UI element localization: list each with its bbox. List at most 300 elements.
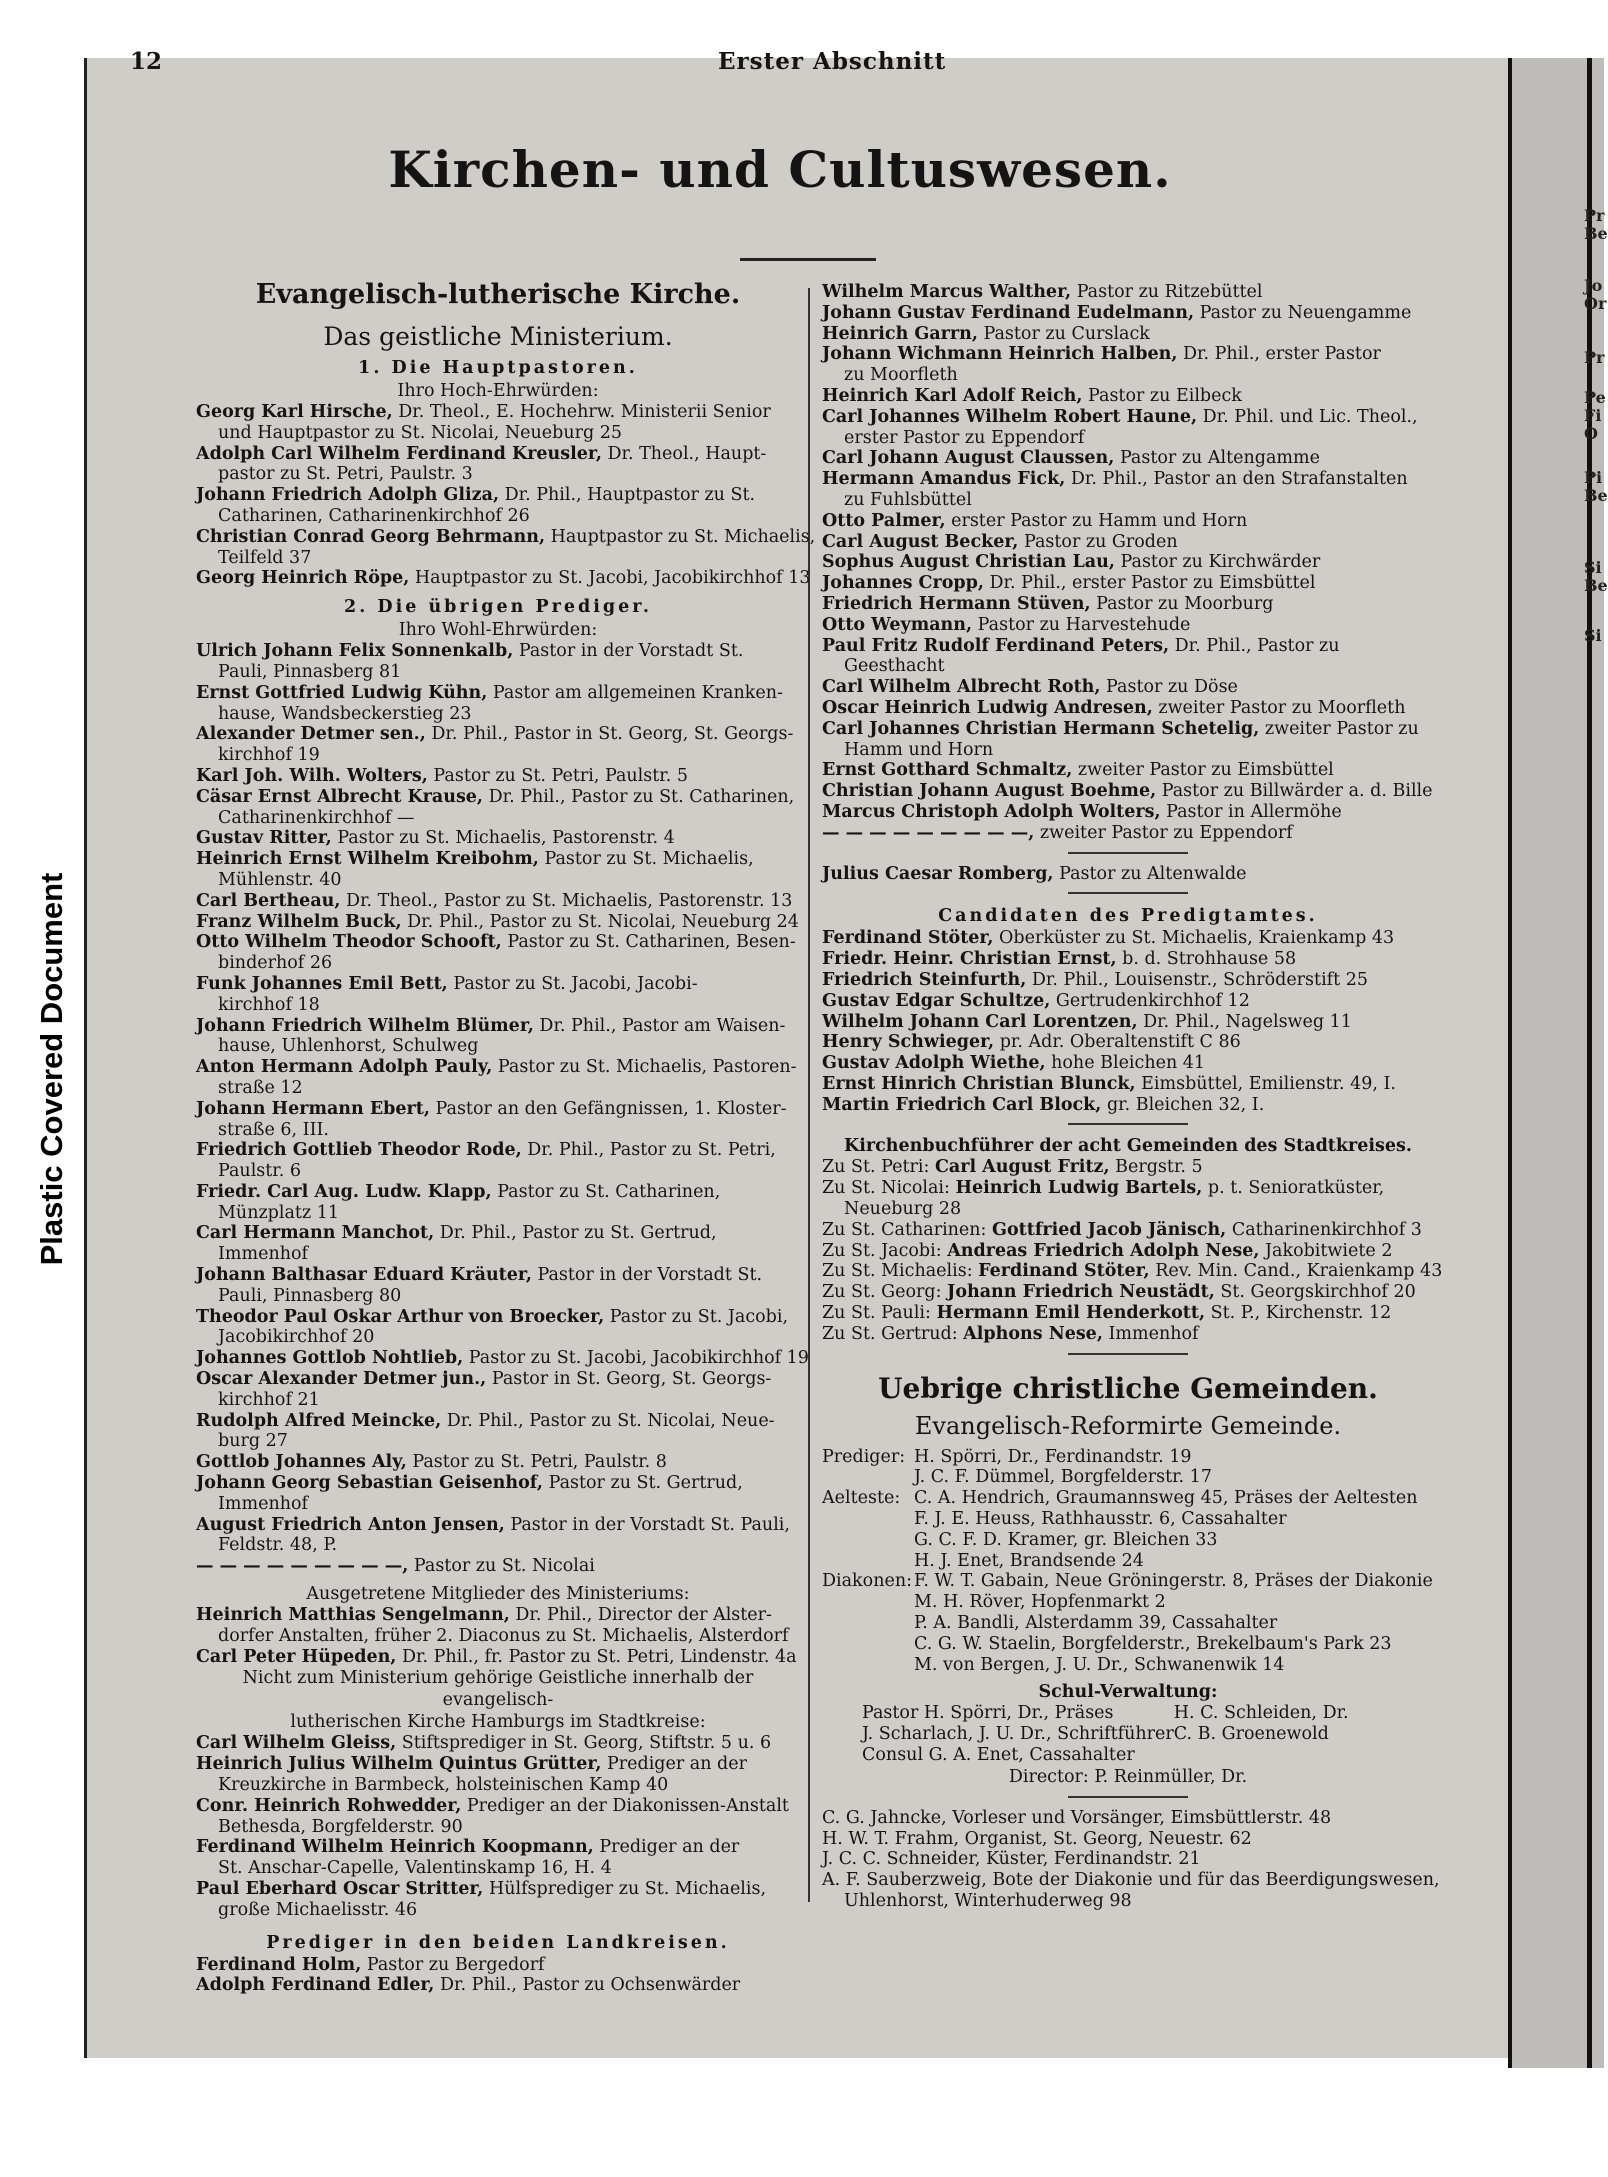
page-fragment-text: Or bbox=[1584, 294, 1607, 313]
list-item bbox=[196, 766, 800, 787]
entry-detail: Jakobitwiete 2 bbox=[1259, 1240, 1393, 1261]
row-text: M. von Bergen, J. U. Dr., Schwanenwik 14 bbox=[914, 1654, 1285, 1675]
list-item: C. G. Jahncke, Vorleser und Vorsänger, Eimsbüttlerstr. 48 bbox=[822, 1807, 1332, 1828]
section-rule bbox=[1068, 892, 1188, 894]
entry-detail: Pastor zu Harvestehude bbox=[972, 614, 1191, 635]
entry-name: Funk Johannes Emil Bett, bbox=[196, 973, 448, 994]
list-item bbox=[822, 1032, 1434, 1053]
row-label bbox=[822, 1509, 914, 1530]
list-item bbox=[196, 1452, 800, 1473]
ministerium-heading: Das geistliche Ministerium. bbox=[323, 322, 673, 351]
entry-detail: Pastor am allgemeinen Kranken- bbox=[487, 682, 783, 703]
landkreis-list bbox=[196, 1955, 800, 1997]
entry-name: Johann Friedrich Wilhelm Blümer, bbox=[196, 1015, 534, 1036]
row-text: J. C. F. Dümmel, Borgfelderstr. 17 bbox=[914, 1467, 1212, 1488]
list-item bbox=[196, 1796, 800, 1817]
list-item: H. W. T. Frahm, Organist, St. Georg, Neuestr. 62 bbox=[822, 1828, 1252, 1849]
list-item bbox=[822, 1324, 1434, 1345]
school-director: Director: P. Reinmüller, Dr. bbox=[1008, 1766, 1248, 1787]
other-churches-heading: Uebrige christliche Gemeinden. bbox=[878, 1371, 1378, 1405]
list-item bbox=[196, 1016, 800, 1037]
entry-detail: Dr. Phil., fr. Pastor zu St. Petri, Lindenstr. 4a bbox=[396, 1646, 797, 1667]
entry-detail: Pastor zu St. Jacobi, Jacobi- bbox=[447, 973, 698, 994]
nonmember-heading-2: lutherischen Kirche Hamburgs im Stadtkreise: bbox=[290, 1712, 706, 1733]
plastic-covered-label: Plastic Covered Document bbox=[34, 872, 69, 1266]
row-label: Diakonen: bbox=[822, 1571, 912, 1592]
entry-continuation: Münzplatz 11 bbox=[218, 1202, 339, 1223]
row-text: P. A. Bandli, Alsterdamm 39, Cassahalter bbox=[914, 1613, 1278, 1634]
entry-name: Carl Hermann Manchot, bbox=[196, 1223, 435, 1244]
hauptpastoren-list bbox=[196, 402, 816, 589]
list-item bbox=[196, 724, 800, 745]
list-item bbox=[196, 1473, 800, 1494]
entry-detail: Pastor zu Altengamme bbox=[1114, 448, 1320, 469]
entry-continuation: Hamm und Horn bbox=[844, 739, 994, 760]
list-item bbox=[822, 1282, 1434, 1303]
entry-name: Johannes Gottlob Nohtlieb, bbox=[196, 1348, 464, 1369]
list-item bbox=[822, 991, 1434, 1012]
entry-detail: Pastor zu Bergedorf bbox=[361, 1954, 545, 1975]
entry-continuation: dorfer Anstalten, früher 2. Diaconus zu St. Michaelis, Alsterdorf bbox=[218, 1625, 789, 1646]
row-label bbox=[822, 1634, 914, 1655]
row-text: G. C. F. D. Kramer, gr. Bleichen 33 bbox=[914, 1529, 1218, 1550]
entry-detail: Dr. Phil., Director der Alster- bbox=[509, 1605, 772, 1626]
entry-detail: zweiter Pastor zu Eppendorf bbox=[1034, 822, 1293, 843]
entry-detail: Dr. Phil., Hauptpastor zu St. bbox=[499, 485, 756, 506]
entry-detail: Dr. Phil., erster Pastor bbox=[1177, 344, 1381, 365]
list-item bbox=[822, 511, 1434, 532]
entry-continuation: Catharinen, Catharinenkirchhof 26 bbox=[218, 505, 530, 526]
list-item bbox=[196, 1837, 800, 1858]
entry-name: Henry Schwieger, bbox=[822, 1032, 995, 1053]
entry-name: Martin Friedrich Carl Block, bbox=[822, 1094, 1102, 1115]
entry-name: Friedr. Heinr. Christian Ernst, bbox=[822, 949, 1117, 970]
entry-name: Johann Wichmann Heinrich Halben, bbox=[822, 344, 1178, 365]
entry-name: Hermann Emil Henderkott, bbox=[936, 1303, 1206, 1324]
page-fragment-text: Pr bbox=[1584, 348, 1605, 367]
entry-continuation: straße 6, III. bbox=[218, 1119, 329, 1140]
row-text: C. G. W. Staelin, Borgfelderstr., Brekelbaum's Park 23 bbox=[914, 1633, 1392, 1654]
entry-detail: Dr. Phil., Pastor zu St. Gertrud, bbox=[434, 1223, 717, 1244]
entry-name: Adolph Carl Wilhelm Ferdinand Kreusler, bbox=[196, 443, 602, 464]
entry-name: Heinrich Garrn, bbox=[822, 323, 978, 344]
entry-detail: Pastor zu Ritzebüttel bbox=[1071, 282, 1263, 302]
entry-name: Heinrich Ludwig Bartels, bbox=[955, 1178, 1203, 1199]
entry-detail: Pastor zu Kirchwärder bbox=[1114, 552, 1321, 573]
entry-detail: Oberküster zu St. Michaelis, Kraienkamp 43 bbox=[993, 928, 1395, 949]
list-item bbox=[196, 787, 800, 808]
list-item bbox=[822, 1655, 1434, 1676]
list-item bbox=[196, 485, 800, 506]
list-item bbox=[196, 1369, 800, 1390]
row-label bbox=[822, 1551, 914, 1572]
entry-detail: zweiter Pastor zu Eimsbüttel bbox=[1072, 760, 1334, 781]
running-header: Erster Abschnitt bbox=[718, 48, 947, 75]
row-label: Prediger: bbox=[822, 1446, 906, 1467]
entry-continuation: burg 27 bbox=[218, 1431, 288, 1452]
entry-name: Sophus August Christian Lau, bbox=[822, 552, 1115, 573]
list-item bbox=[822, 282, 1434, 303]
list-item bbox=[196, 1411, 800, 1432]
list-item bbox=[196, 568, 811, 589]
entry-detail: St. Georgskirchhof 20 bbox=[1214, 1282, 1416, 1303]
entry-detail: Dr. Phil., Pastor zu bbox=[1169, 635, 1340, 656]
entry-detail: Dr. Phil., Pastor zu St. Nicolai, Neueburg 24 bbox=[401, 911, 799, 932]
list-item bbox=[196, 526, 816, 548]
entry-name: August Friedrich Anton Jensen, bbox=[196, 1514, 505, 1535]
list-item bbox=[196, 932, 800, 953]
entry-detail: Dr. Theol., E. Hochehrw. Ministerii Senior bbox=[392, 402, 771, 422]
entry-lead: Zu St. Catharinen: bbox=[822, 1219, 993, 1240]
entry-detail: Pastor zu St. Michaelis, bbox=[538, 849, 754, 870]
entry-name: Oscar Heinrich Ludwig Andresen, bbox=[822, 697, 1153, 718]
entry-name: Carl Johannes Wilhelm Robert Haune, bbox=[822, 406, 1198, 427]
list-item bbox=[822, 1447, 1434, 1468]
entry-name: Johann Friedrich Neustädt, bbox=[947, 1282, 1215, 1303]
school-board-left bbox=[862, 1703, 1174, 1765]
row-text: M. H. Röver, Hopfenmarkt 2 bbox=[914, 1592, 1166, 1613]
list-item bbox=[196, 1348, 809, 1369]
list-item bbox=[822, 823, 1434, 844]
section-heading-lutheran: Evangelisch-lutherische Kirche. bbox=[255, 279, 741, 310]
list-item bbox=[822, 469, 1434, 490]
entry-detail: Pastor in St. Georg, St. Georgs- bbox=[486, 1369, 772, 1390]
list-item bbox=[196, 1975, 800, 1996]
entry-name: Heinrich Ernst Wilhelm Kreibohm, bbox=[196, 849, 539, 870]
list-item bbox=[196, 1265, 800, 1286]
adjacent-page-edge bbox=[1508, 58, 1608, 2068]
entry-detail: Dr. Phil., Pastor in St. Georg, St. Georgs- bbox=[425, 724, 794, 745]
entry-name: Cäsar Ernst Albrecht Krause, bbox=[196, 786, 484, 807]
list-item bbox=[822, 573, 1434, 594]
entry-detail: Pastor an den Gefängnissen, 1. Kloster- bbox=[429, 1098, 787, 1119]
entry-detail: Bergstr. 5 bbox=[1109, 1157, 1203, 1178]
entry-name: Ferdinand Stöter, bbox=[978, 1261, 1150, 1282]
list-item bbox=[822, 1095, 1434, 1116]
entry-detail: St. P., Kirchenstr. 12 bbox=[1205, 1303, 1392, 1324]
entry-detail: Prediger an der Diakonissen-Anstalt bbox=[461, 1795, 789, 1816]
entry-lead: Zu St. Pauli: bbox=[822, 1303, 937, 1324]
entry-name: Ernst Gottfried Ludwig Kühn, bbox=[196, 682, 488, 703]
section-rule bbox=[1068, 1123, 1188, 1125]
entry-continuation: pastor zu St. Petri, Paulstr. 3 bbox=[218, 464, 473, 485]
entry-detail: Eimsbüttel, Emilienstr. 49, I. bbox=[1135, 1073, 1396, 1094]
list-item bbox=[196, 1182, 800, 1203]
entry-detail: Dr. Phil. und Lic. Theol., bbox=[1197, 406, 1418, 427]
entry-name: Johann Hermann Ebert, bbox=[196, 1098, 430, 1119]
entry-detail: Hülfsprediger zu St. Michaelis, bbox=[483, 1879, 767, 1899]
school-member: J. Scharlach, J. U. Dr., Schriftführer bbox=[862, 1724, 1174, 1745]
entry-name: Christian Conrad Georg Behrmann, bbox=[196, 526, 546, 547]
list-item bbox=[196, 1879, 800, 1900]
entry-name: Carl Wilhelm Gleiss, bbox=[196, 1733, 397, 1754]
list-item: J. C. C. Schneider, Küster, Ferdinandstr. 21 bbox=[822, 1849, 1201, 1870]
list-item bbox=[822, 552, 1434, 573]
entry-name: Heinrich Julius Wilhelm Quintus Grütter, bbox=[196, 1754, 602, 1775]
entry-detail: Dr. Phil., Pastor zu Ochsenwärder bbox=[434, 1975, 741, 1996]
entry-continuation: Bethesda, Borgfelderstr. 90 bbox=[218, 1816, 463, 1837]
list-item bbox=[822, 698, 1434, 719]
list-item bbox=[822, 677, 1434, 698]
list-item bbox=[822, 1261, 1443, 1282]
entry-continuation: Immenhof bbox=[218, 1493, 309, 1514]
entry-continuation: Paulstr. 6 bbox=[218, 1161, 302, 1182]
entry-detail: Catharinenkirchhof 3 bbox=[1226, 1219, 1422, 1240]
page-fragment-text: Jo bbox=[1584, 276, 1603, 295]
entry-detail: p. t. Senioratküster, bbox=[1202, 1178, 1385, 1199]
row-text: H. Spörri, Dr., Ferdinandstr. 19 bbox=[914, 1446, 1192, 1467]
school-member: Consul G. A. Enet, Cassahalter bbox=[862, 1745, 1135, 1766]
school-board bbox=[822, 1703, 1434, 1765]
school-board-right bbox=[1174, 1703, 1434, 1765]
entry-name: Alphons Nese, bbox=[963, 1323, 1103, 1344]
entry-continuation: St. Anschar-Capelle, Valentinskamp 16, H. 4 bbox=[218, 1858, 612, 1879]
entry-name: Oscar Alexander Detmer jun., bbox=[196, 1369, 487, 1390]
entry-continuation: hause, Uhlenhorst, Schulweg bbox=[218, 1036, 479, 1057]
retired-heading: Ausgetretene Mitglieder des Ministeriums: bbox=[306, 1584, 690, 1605]
entry-continuation: kirchhof 21 bbox=[218, 1389, 320, 1410]
list-item bbox=[196, 1955, 800, 1976]
entry-name: Conr. Heinrich Rohwedder, bbox=[196, 1795, 462, 1816]
entry-detail: Pastor zu St. Gertrud, bbox=[543, 1473, 743, 1494]
entry-detail: Stiftsprediger in St. Georg, Stiftstr. 5 u. 6 bbox=[396, 1733, 772, 1754]
entry-name: Ernst Gotthard Schmaltz, bbox=[822, 760, 1073, 781]
salutation-1: Ihro Hoch-Ehrwürden: bbox=[397, 381, 599, 401]
entry-name: Franz Wilhelm Buck, bbox=[196, 911, 402, 932]
page-fragment-text: Be bbox=[1584, 224, 1608, 243]
list-item: A. F. Sauberzweig, Bote der Diakonie und für das Beerdigungswesen, bbox=[822, 1870, 1440, 1891]
entry-name: Paul Eberhard Oscar Stritter, bbox=[196, 1879, 484, 1899]
prediger-list bbox=[196, 641, 809, 1577]
title-rule bbox=[740, 258, 876, 261]
page-fragment-text: Fi bbox=[1584, 406, 1602, 425]
entry-name: Rudolph Alfred Meincke, bbox=[196, 1410, 442, 1431]
row-text: F. J. E. Heuss, Rathhausstr. 6, Cassahalter bbox=[914, 1509, 1287, 1530]
entry-name: Otto Palmer, bbox=[822, 510, 946, 531]
entry-continuation: und Hauptpastor zu St. Nicolai, Neueburg 25 bbox=[218, 422, 622, 443]
entry-detail: Prediger an der bbox=[593, 1837, 740, 1858]
list-item bbox=[196, 912, 800, 933]
entry-name: Ulrich Johann Felix Sonnenkalb, bbox=[196, 641, 514, 662]
list-item bbox=[196, 1733, 800, 1754]
entry-detail: Pastor zu St. Jacobi, Jacobikirchhof 19 bbox=[463, 1348, 809, 1369]
entry-detail: Pastor in der Vorstadt St. Pauli, bbox=[504, 1514, 790, 1535]
entry-lead: Zu St. Gertrud: bbox=[822, 1323, 964, 1344]
entry-lead: Zu St. Jacobi: bbox=[822, 1240, 948, 1261]
entry-detail: Pastor zu St. Nicolai bbox=[408, 1556, 595, 1577]
row-label: Aelteste: bbox=[822, 1488, 901, 1509]
list-item bbox=[822, 864, 1434, 885]
entry-detail: Pastor zu St. Petri, Paulstr. 8 bbox=[406, 1452, 667, 1473]
entry-continuation: zu Moorfleth bbox=[844, 365, 958, 386]
list-item bbox=[822, 928, 1434, 949]
entry-detail: Pastor in der Vorstadt St. bbox=[513, 641, 744, 662]
entry-continuation: Immenhof bbox=[218, 1244, 309, 1265]
entry-detail: Hauptpastor zu St. Michaelis, bbox=[545, 526, 816, 547]
entry-detail: Hauptpastor zu St. Jacobi, Jacobikirchhof 13 bbox=[409, 568, 811, 589]
entry-continuation: hause, Wandsbeckerstieg 23 bbox=[218, 703, 472, 724]
list-item bbox=[822, 615, 1434, 636]
list-item bbox=[196, 683, 800, 704]
entry-name: Adolph Ferdinand Edler, bbox=[196, 1975, 435, 1996]
list-item bbox=[822, 636, 1434, 657]
entry-detail: Pastor in Allermöhe bbox=[1160, 801, 1342, 822]
list-item bbox=[822, 1074, 1434, 1095]
reformed-heading: Evangelisch-Reformirte Gemeinde. bbox=[914, 1411, 1342, 1440]
list-item bbox=[822, 1509, 1434, 1530]
entry-name: Otto Weymann, bbox=[822, 614, 973, 635]
entry-lead: Zu St. Petri: bbox=[822, 1157, 935, 1178]
list-item bbox=[822, 532, 1434, 553]
entry-name: Carl Wilhelm Albrecht Roth, bbox=[822, 677, 1101, 698]
entry-name: Paul Fritz Rudolf Ferdinand Peters, bbox=[822, 635, 1170, 656]
entry-name: Alexander Detmer sen., bbox=[196, 724, 426, 745]
list-item bbox=[822, 1551, 1434, 1572]
list-item bbox=[822, 1467, 1434, 1488]
list-item bbox=[822, 1613, 1434, 1634]
list-item bbox=[196, 1057, 800, 1078]
entry-detail: zweiter Pastor zu Moorfleth bbox=[1152, 697, 1406, 718]
row-text: F. W. T. Gabain, Neue Gröningerstr. 8, Präses der Diakonie bbox=[914, 1571, 1433, 1592]
list-item bbox=[822, 1157, 1434, 1178]
entry-name: Heinrich Karl Adolf Reich, bbox=[822, 385, 1083, 406]
list-item bbox=[822, 1530, 1434, 1551]
entry-detail: Pastor zu St. Jacobi, bbox=[604, 1306, 789, 1327]
row-text: H. J. Enet, Brandsende 24 bbox=[914, 1550, 1144, 1571]
list-item bbox=[196, 1647, 800, 1668]
landkreis-heading: Prediger in den beiden Landkreisen. bbox=[266, 1932, 730, 1953]
page-fragment-text: Si bbox=[1584, 558, 1602, 577]
list-item bbox=[196, 1140, 800, 1161]
entry-continuation: Feldstr. 48, P. bbox=[218, 1535, 338, 1556]
entry-detail: b. d. Strohhause 58 bbox=[1116, 949, 1297, 970]
entry-name: Carl Peter Hüpeden, bbox=[196, 1646, 397, 1667]
entry-continuation: binderhof 26 bbox=[218, 953, 333, 974]
entry-name: Johann Friedrich Adolph Gliza, bbox=[196, 485, 500, 506]
nonmember-list bbox=[196, 1733, 800, 1920]
staff-list bbox=[822, 1807, 1440, 1912]
entry-name: Wilhelm Johann Carl Lorentzen, bbox=[822, 1011, 1138, 1032]
entry-detail: Immenhof bbox=[1102, 1323, 1199, 1344]
list-item bbox=[822, 324, 1434, 345]
entry-detail: Dr. Phil., Pastor am Waisen- bbox=[533, 1015, 786, 1036]
list-item bbox=[196, 828, 800, 849]
entry-continuation: Catharinenkirchhof — bbox=[218, 807, 415, 828]
entry-name: Johann Georg Sebastian Geisenhof, bbox=[196, 1473, 544, 1494]
entry-name: Friedrich Gottlieb Theodor Rode, bbox=[196, 1140, 522, 1161]
entry-detail: Rev. Min. Cand., Kraienkamp 43 bbox=[1149, 1261, 1443, 1282]
entry-continuation: Uhlenhorst, Winterhuderweg 98 bbox=[844, 1891, 1132, 1911]
entry-detail: Pastor zu Neuengamme bbox=[1194, 302, 1412, 323]
entry-detail: hohe Bleichen 41 bbox=[1045, 1053, 1206, 1074]
entry-continuation: straße 12 bbox=[218, 1077, 303, 1098]
right-column bbox=[822, 282, 1443, 1912]
entry-name: — — — — — — — — —, bbox=[822, 822, 1035, 843]
entry-detail: Pastor zu Döse bbox=[1100, 677, 1238, 698]
list-item bbox=[822, 303, 1434, 324]
entry-name: Theodor Paul Oskar Arthur von Broecker, bbox=[196, 1306, 605, 1327]
entry-detail: Dr. Phil., Louisenstr., Schröderstift 25 bbox=[1026, 969, 1368, 990]
list-item bbox=[822, 1012, 1434, 1033]
page-fragment-text: Pr bbox=[1584, 206, 1605, 225]
entry-continuation: Pauli, Pinnasberg 81 bbox=[218, 661, 402, 682]
entry-name: Ferdinand Stöter, bbox=[822, 928, 994, 949]
candidates-list bbox=[822, 928, 1434, 1115]
entry-name: Ferdinand Holm, bbox=[196, 1954, 362, 1975]
entry-lead: Zu St. Michaelis: bbox=[822, 1261, 979, 1282]
page-fragment-text: Pi bbox=[1584, 468, 1603, 487]
rural-pastor-list bbox=[822, 282, 1434, 844]
entry-name: Ernst Hinrich Christian Blunck, bbox=[822, 1073, 1136, 1094]
list-item bbox=[196, 1099, 800, 1120]
list-item bbox=[822, 594, 1434, 615]
entry-detail: Gertrudenkirchhof 12 bbox=[1050, 990, 1250, 1011]
bookkeepers-list bbox=[822, 1157, 1443, 1344]
list-item bbox=[822, 719, 1434, 740]
entry-continuation: Teilfeld 37 bbox=[218, 547, 312, 568]
list-item bbox=[822, 760, 1434, 781]
bookkeepers-heading: Kirchenbuchführer der acht Gemeinden des Stadtkreises. bbox=[844, 1136, 1412, 1157]
entry-detail: Pastor zu St. Petri, Paulstr. 5 bbox=[427, 765, 688, 786]
list-item bbox=[822, 1634, 1434, 1655]
row-label bbox=[822, 1613, 914, 1634]
list-item bbox=[196, 1556, 800, 1577]
entry-detail: Dr. Phil., Nagelsweg 11 bbox=[1137, 1011, 1352, 1032]
entry-detail: Pastor zu St. Michaelis, Pastorenstr. 4 bbox=[331, 828, 675, 849]
list-item bbox=[822, 344, 1434, 365]
page-fragment-text: Be bbox=[1584, 576, 1608, 595]
page-title: Kirchen- und Cultuswesen. bbox=[388, 140, 1172, 199]
list-item bbox=[822, 1571, 1434, 1592]
list-item bbox=[822, 407, 1434, 428]
list-item bbox=[822, 386, 1434, 407]
entry-name: Christian Johann August Boehme, bbox=[822, 781, 1157, 802]
list-item bbox=[822, 1178, 1434, 1199]
entry-name: Wilhelm Marcus Walther, bbox=[822, 282, 1072, 302]
list-item bbox=[822, 1220, 1434, 1241]
school-heading: Schul-Verwaltung: bbox=[1038, 1682, 1218, 1703]
entry-continuation: große Michaelisstr. 46 bbox=[218, 1899, 418, 1920]
entry-name: Georg Karl Hirsche, bbox=[196, 402, 393, 422]
row-label bbox=[822, 1592, 914, 1613]
entry-name: Hermann Amandus Fick, bbox=[822, 469, 1066, 490]
list-item bbox=[196, 974, 800, 995]
left-column bbox=[196, 276, 816, 1996]
entry-detail: Dr. Phil., Pastor an den Strafanstalten bbox=[1065, 469, 1408, 490]
entry-detail: Pastor zu Altenwalde bbox=[1053, 863, 1247, 884]
entry-name: Johann Gustav Ferdinand Eudelmann, bbox=[822, 302, 1195, 323]
list-item bbox=[822, 949, 1434, 970]
entry-name: Otto Wilhelm Theodor Schooft, bbox=[196, 932, 502, 953]
list-item bbox=[822, 970, 1434, 991]
list-item bbox=[196, 402, 800, 423]
list-item bbox=[822, 802, 1434, 823]
list-item bbox=[822, 781, 1434, 802]
entry-detail: Pastor zu Groden bbox=[1018, 531, 1178, 552]
row-text: C. A. Hendrich, Graumannsweg 45, Präses der Aeltesten bbox=[914, 1488, 1418, 1509]
entry-detail: Pastor zu Billwärder a. d. Bille bbox=[1156, 781, 1433, 802]
entry-detail: gr. Bleichen 32, I. bbox=[1101, 1094, 1265, 1115]
entry-detail: Dr. Phil., erster Pastor zu Eimsbüttel bbox=[983, 573, 1316, 594]
entry-name: Ferdinand Wilhelm Heinrich Koopmann, bbox=[196, 1837, 594, 1858]
list-item bbox=[196, 444, 800, 465]
entry-detail: Pastor zu Moorburg bbox=[1090, 593, 1274, 614]
entry-name: Heinrich Matthias Sengelmann, bbox=[196, 1605, 510, 1626]
entry-lead: Zu St. Nicolai: bbox=[822, 1178, 956, 1199]
row-label bbox=[822, 1530, 914, 1551]
list-item bbox=[196, 1307, 800, 1328]
entry-detail: Pastor zu Eilbeck bbox=[1082, 385, 1242, 406]
